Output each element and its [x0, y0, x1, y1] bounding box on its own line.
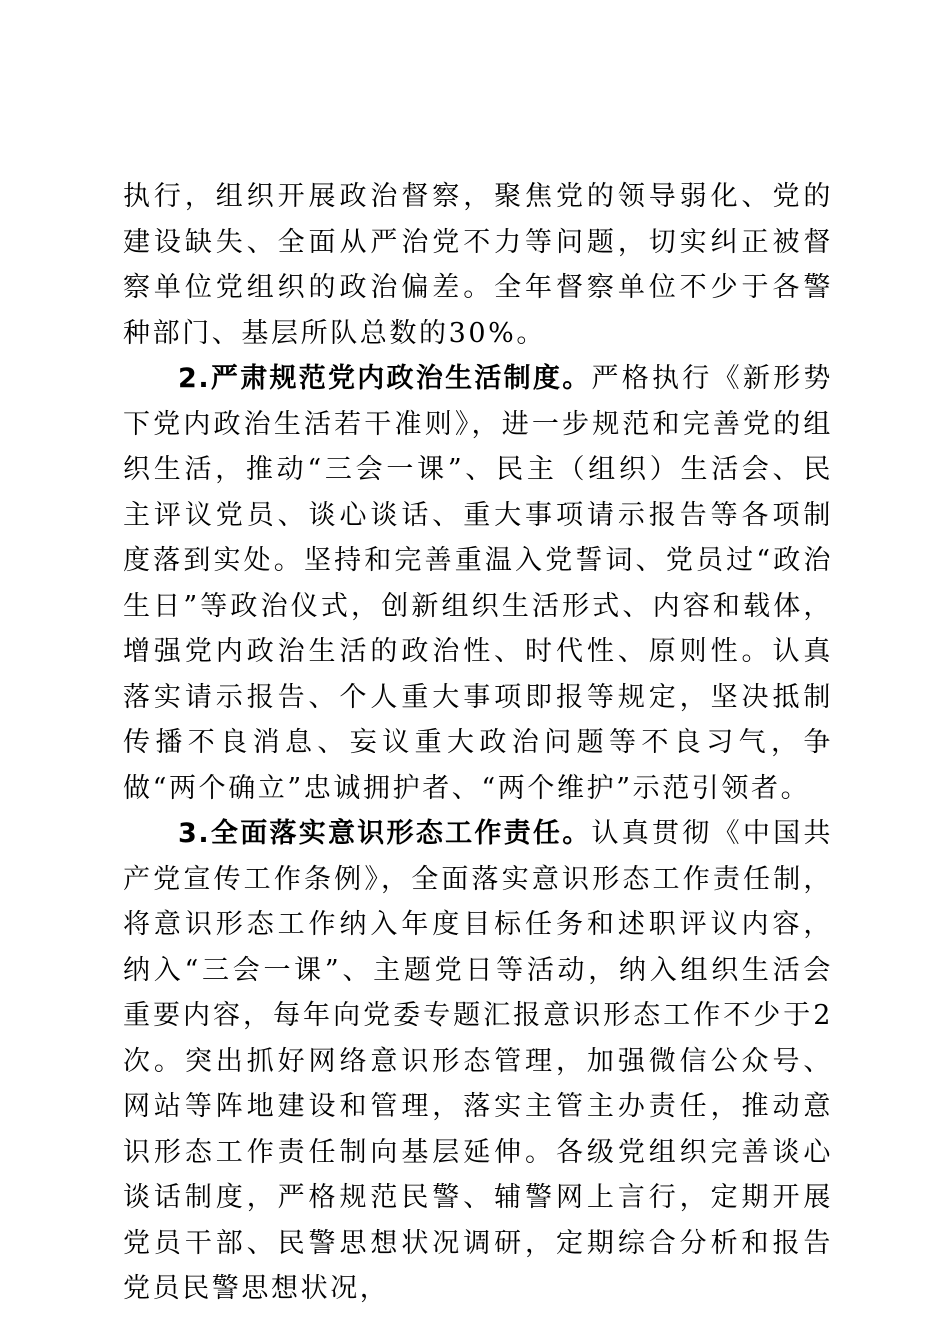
document-body [123, 174, 833, 1312]
paragraph-item-3 [123, 811, 833, 1312]
section-heading-3: 3.全面落实意识形态工作责任。 [178, 818, 592, 849]
paragraph-text: 严格执行《新形势下党内政治生活若干准则》，进一步规范和完善党的组织生活，推动“三会一课”、民主（组织）生活会、民主评议党员、谈心谈话、重大事项请示报告等各项制度落到实处。坚持和完善重温入党誓词、党员过“政治生日”等政治仪式，创新组织生活形式、内容和载体，增强党内政治生活的政治性、时代性、原则性。认真落实请示报告、个人重大事项即报等规定，坚决抵制传播不良消息、妄议重大政治问题等不良习气，争做“两个确立”忠诚拥护者、“两个维护”示范引领者。 [123, 363, 833, 804]
paragraph-continuation [123, 174, 833, 356]
paragraph-text: 执行，组织开展政治督察，聚焦党的领导弱化、党的建设缺失、全面从严治党不力等问题，切实纠正被督察单位党组织的政治偏差。全年督察单位不少于各警种部门、基层所队总数的30%。 [123, 181, 833, 349]
paragraph-item-2 [123, 356, 833, 811]
section-heading-2: 2.严肃规范党内政治生活制度。 [178, 363, 592, 394]
paragraph-text: 认真贯彻《中国共产党宣传工作条例》，全面落实意识形态工作责任制，将意识形态工作纳入年度目标任务和述职评议内容，纳入“三会一课”、主题党日等活动，纳入组织生活会重要内容，每年向党委专题汇报意识形态工作不少于2次。突出抓好网络意识形态管理，加强微信公众号、网站等阵地建设和管理，落实主管主办责任，推动意识形态工作责任制向基层延伸。各级党组织完善谈心谈话制度，严格规范民警、辅警网上言行，定期开展党员干部、民警思想状况调研，定期综合分析和报告党员民警思想状况， [123, 818, 833, 1304]
